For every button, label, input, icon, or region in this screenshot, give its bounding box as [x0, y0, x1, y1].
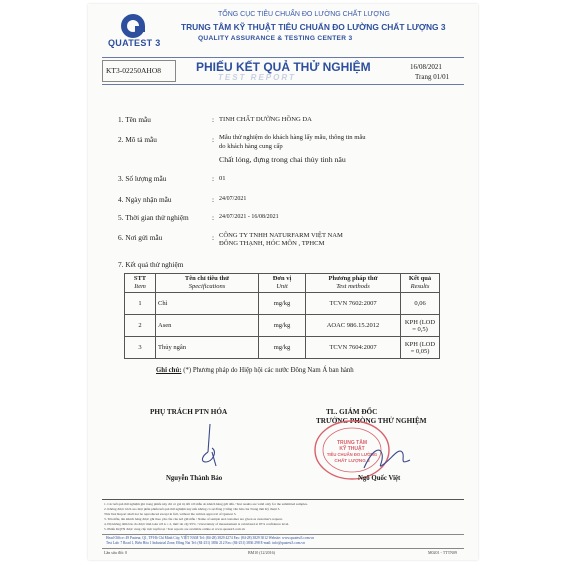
footer-divider: [102, 499, 464, 500]
field-value-sender: CÔNG TY TNHH NATURFARM VIỆT NAM: [219, 232, 343, 239]
footer-line-2: 2. Không được trích sao một phần phiếu kết quả thử nghiệm này nếu không có sự đồng ý bằng văn bản của Trung tâm Kỹ thuật 3.: [104, 507, 281, 511]
signature-left-icon: [196, 422, 226, 468]
results-table: [124, 273, 440, 359]
field-value-description-2: do khách hàng cung cấp: [219, 143, 283, 150]
left-signatory-name: Nguyễn Thành Bảo: [166, 475, 223, 482]
table-row: [125, 337, 440, 359]
svg-text:CHẤT LƯỢNG 3: CHẤT LƯỢNG 3: [334, 458, 370, 463]
field-value-description-3: Chất lỏng, đựng trong chai thủy tinh nâu: [219, 155, 346, 164]
field-value-quantity: 01: [219, 175, 226, 182]
cell-unit: mg/kg: [259, 337, 306, 359]
right-signatory-title-2: TRƯỞNG PHÒNG THỬ NGHIỆM: [316, 417, 427, 425]
address-line-2: Test Lab: 7 Road 1, Biên Hòa 1 Industrial Zone, Đồng Nai Tel: (84-251) 3836 212 Fax: (84-251) 3836 298 E-mail: info@quatest3.com.vn: [106, 541, 305, 545]
cell-item: 2: [125, 315, 156, 337]
note: Ghi chú: (*) Phương pháp do Hiệp hội các nước Đông Nam Á ban hành: [156, 367, 354, 374]
cell-spec: Chì: [156, 293, 259, 315]
cell-spec: Thủy ngân: [156, 337, 259, 359]
svg-text:TRUNG TÂM: TRUNG TÂM: [337, 440, 367, 446]
address-line-1: Head Office: 49 Pasteur, Q1, TP Hồ Chí Minh City, VIỆT NAM Tel: (84-28) 3829 4274 Fax: (84-28) 3829 3012 Website: www.quatest3.com.vn: [106, 536, 315, 540]
report-title: PHIẾU KẾT QUẢ THỬ NGHIỆM: [196, 60, 371, 74]
col-header-unit: Đơn vị Unit: [259, 274, 306, 293]
field-label-description: 2. Mô tả mẫu: [118, 135, 157, 144]
header-divider: [102, 57, 464, 58]
report-date: 16/08/2021: [410, 63, 442, 71]
field-value-sample-name: TINH CHẤT DƯỠNG HỒNG DA: [219, 116, 312, 123]
form-code: BM10 (12/2016): [248, 550, 275, 555]
report-sheet: QUATEST 3 TỔNG CỤC TIÊU CHUẨN ĐO LƯỜNG CHẤT LƯỢNG TRUNG TÂM KỸ THUẬT TIÊU CHUẨN ĐO LƯỜNG CHẤT LƯỢNG 3 QUALITY ASSURANCE & TESTING CENTER 3 KT3-02250AHO8 PHIẾU KẾT QUẢ THỬ NGHIỆM TEST REPORT 16/08/2021 Trang 01/01 1. Tên mẫu : TINH CHẤT DƯỠNG HỒNG DA 2. Mô tả mẫu : Mẫu thử nghiệm do khách hàng lấy mẫu, thông tin mẫu do khách hàng cung cấp Chất lỏng, đựng trong chai thủy tinh nâu 3. Số lượng mẫu : 01 4. Ngày nhận mẫu : 24/07/2021 5. Thời gian thử nghiệm : 24/07/2021 - 16/08/2021 6. Nơi gửi mẫu : CÔNG TY TNHH NATURFARM VIỆT NAM ĐÔNG THẠNH, HÓC MÔN , TPHCM 7. Kết quả thử nghiệm STT Item Tên chỉ tiêu thử Specifications Đơn vị Unit Phương pháp thử Test methods Kết quả Results 1 Chì mg/kg TCVN 7602:2007 0,06 2 Asen mg/kg AOAC 986.15.2012 KPH (LOD = 0,5) 3 Thủy ngân mg/kg TCVN 7604:2007 KPH (LOD = 0,05) Ghi chú: (*) Phương pháp do Hiệp hội các nước Đông Nam Á ban hành PHỤ TRÁCH PTN HÓA TL. GIÁM ĐỐC TRƯỞNG PHÒNG THỬ NGHIỆM TRUNG TÂM KỸ THUẬT TIÊU CHUẨN ĐO LƯỜNG CHẤT LƯỢNG 3 Nguyễn Thành Bảo Ngô Quốc Việt 1. Các kết quả thử nghiệm ghi trong phiếu này chỉ có giá trị đối với mẫu do khách hàng gửi đến / Test results are valid only for the submitted samples. 2. Không được trích sao một phần phiếu kết quả thử nghiệm này nếu không có sự đồng ý bằng văn bản của Trung tâm Kỹ thuật 3. This Test Report shall not be reproduced except in full, without the written approval of Quatest 3. 3. Tên mẫu, tên khách hàng được ghi theo yêu cầu của nơi gửi mẫu / Name of sample and customer are given as customer's request. 4. Độ không đảm bảo đo được tính toán với k = 2, mức tin cậy 95% / Uncertainty of measurement is calculated at 95% confidence level. 5. Phiếu KQTN được cung cấp trực tuyến tại / Test reports are available online at www.quatest3.com.vn Head Office: 49 Pasteur, Q1, TP Hồ Chí Minh City, VIỆT NAM Tel: (84-28) 3829 4274 Fax: (84-28) 3829 3012 Website: www.quatest3.com.vn Test Lab: 7 Road 1, Biên Hòa 1 Industrial Zone, Đồng Nai Tel: (84-251) 3836 212 Fax: (84-251) 3836 298 E-mail: info@quatest3.com.vn Lần sửa đổi: 0 BM10 (12/2016) M0201 - TTTN09: [88, 4, 478, 560]
field-label-test-period: 5. Thời gian thử nghiệm: [118, 213, 189, 222]
org-line-2: TRUNG TÂM KỸ THUẬT TIÊU CHUẨN ĐO LƯỜNG CHẤT LƯỢNG 3: [181, 22, 446, 32]
svg-text:KỸ THUẬT: KỸ THUẬT: [339, 446, 365, 452]
logo-text: QUATEST 3: [108, 38, 161, 48]
cell-result: 0,06: [401, 293, 440, 315]
left-signatory-title: PHỤ TRÁCH PTN HÓA: [150, 408, 228, 416]
col-header-method: Phương pháp thử Test methods: [306, 274, 401, 293]
field-value-test-period: 24/07/2021 - 16/08/2021: [219, 214, 279, 220]
cell-method: TCVN 7602:2007: [306, 293, 401, 315]
org-line-3: QUALITY ASSURANCE & TESTING CENTER 3: [198, 35, 353, 42]
cell-method: TCVN 7604:2007: [306, 337, 401, 359]
cell-method: AOAC 986.15.2012: [306, 315, 401, 337]
cell-unit: mg/kg: [259, 293, 306, 315]
doc-code: KT3-02250AHO8: [106, 66, 161, 75]
cell-spec: Asen: [156, 315, 259, 337]
cell-item: 3: [125, 337, 156, 359]
table-row: [125, 315, 440, 337]
field-value-description: Mẫu thử nghiệm do khách hàng lấy mẫu, thông tin mẫu: [219, 134, 366, 141]
footer-line-4: 3. Tên mẫu, tên khách hàng được ghi theo yêu cầu của nơi gửi mẫu / Name of sample and customer are given as customer's request.: [104, 517, 283, 521]
table-header-row: [125, 274, 440, 293]
footer-line-1: 1. Các kết quả thử nghiệm ghi trong phiếu này chỉ có giá trị đối với mẫu do khách hàng gửi đến / Test results are valid only for the submitted samples.: [104, 502, 308, 506]
footer-line-5: 4. Độ không đảm bảo đo được tính toán với k = 2, mức tin cậy 95% / Uncertainty of measurement is calculated at 95% confidence level.: [104, 522, 290, 526]
footer-line-3: This Test Report shall not be reproduced except in full, without the written approval of Quatest 3.: [104, 512, 237, 516]
report-subtitle: TEST REPORT: [218, 73, 296, 82]
doc-ref: M0201 - TTTN09: [428, 550, 458, 555]
field-label-received-date: 4. Ngày nhận mẫu: [118, 195, 172, 204]
signature-right-icon: [358, 440, 418, 476]
footer-line-6: 5. Phiếu KQTN được cung cấp trực tuyến tại / Test reports are available online at www.quatest3.com.vn: [104, 527, 246, 531]
cell-result: KPH (LOD = 0,5): [401, 315, 440, 337]
field-value-sender-2: ĐÔNG THẠNH, HÓC MÔN , TPHCM: [219, 240, 325, 247]
cell-unit: mg/kg: [259, 315, 306, 337]
field-label-quantity: 3. Số lượng mẫu: [118, 174, 167, 183]
table-row: [125, 293, 440, 315]
right-signatory-name: Ngô Quốc Việt: [358, 475, 401, 482]
svg-text:TIÊU CHUẨN ĐO LƯỜNG: TIÊU CHUẨN ĐO LƯỜNG: [326, 452, 378, 457]
header-divider-2: [102, 84, 464, 85]
org-line-1: TỔNG CỤC TIÊU CHUẨN ĐO LƯỜNG CHẤT LƯỢNG: [218, 11, 390, 18]
col-header-spec: Tên chỉ tiêu thử Specifications: [156, 274, 259, 293]
field-label-sender: 6. Nơi gửi mẫu: [118, 233, 163, 242]
field-value-received-date: 24/07/2021: [219, 196, 247, 202]
right-signatory-title-1: TL. GIÁM ĐỐC: [326, 408, 378, 416]
field-label-results: 7. Kết quả thử nghiệm: [118, 260, 184, 269]
col-header-result: Kết quả Results: [401, 274, 440, 293]
col-header-item: STT Item: [125, 274, 156, 293]
cell-result: KPH (LOD = 0,05): [401, 337, 440, 359]
cell-item: 1: [125, 293, 156, 315]
revision: Lần sửa đổi: 0: [104, 550, 127, 555]
page-number: Trang 01/01: [415, 73, 450, 81]
field-label-sample-name: 1. Tên mẫu: [118, 115, 151, 124]
